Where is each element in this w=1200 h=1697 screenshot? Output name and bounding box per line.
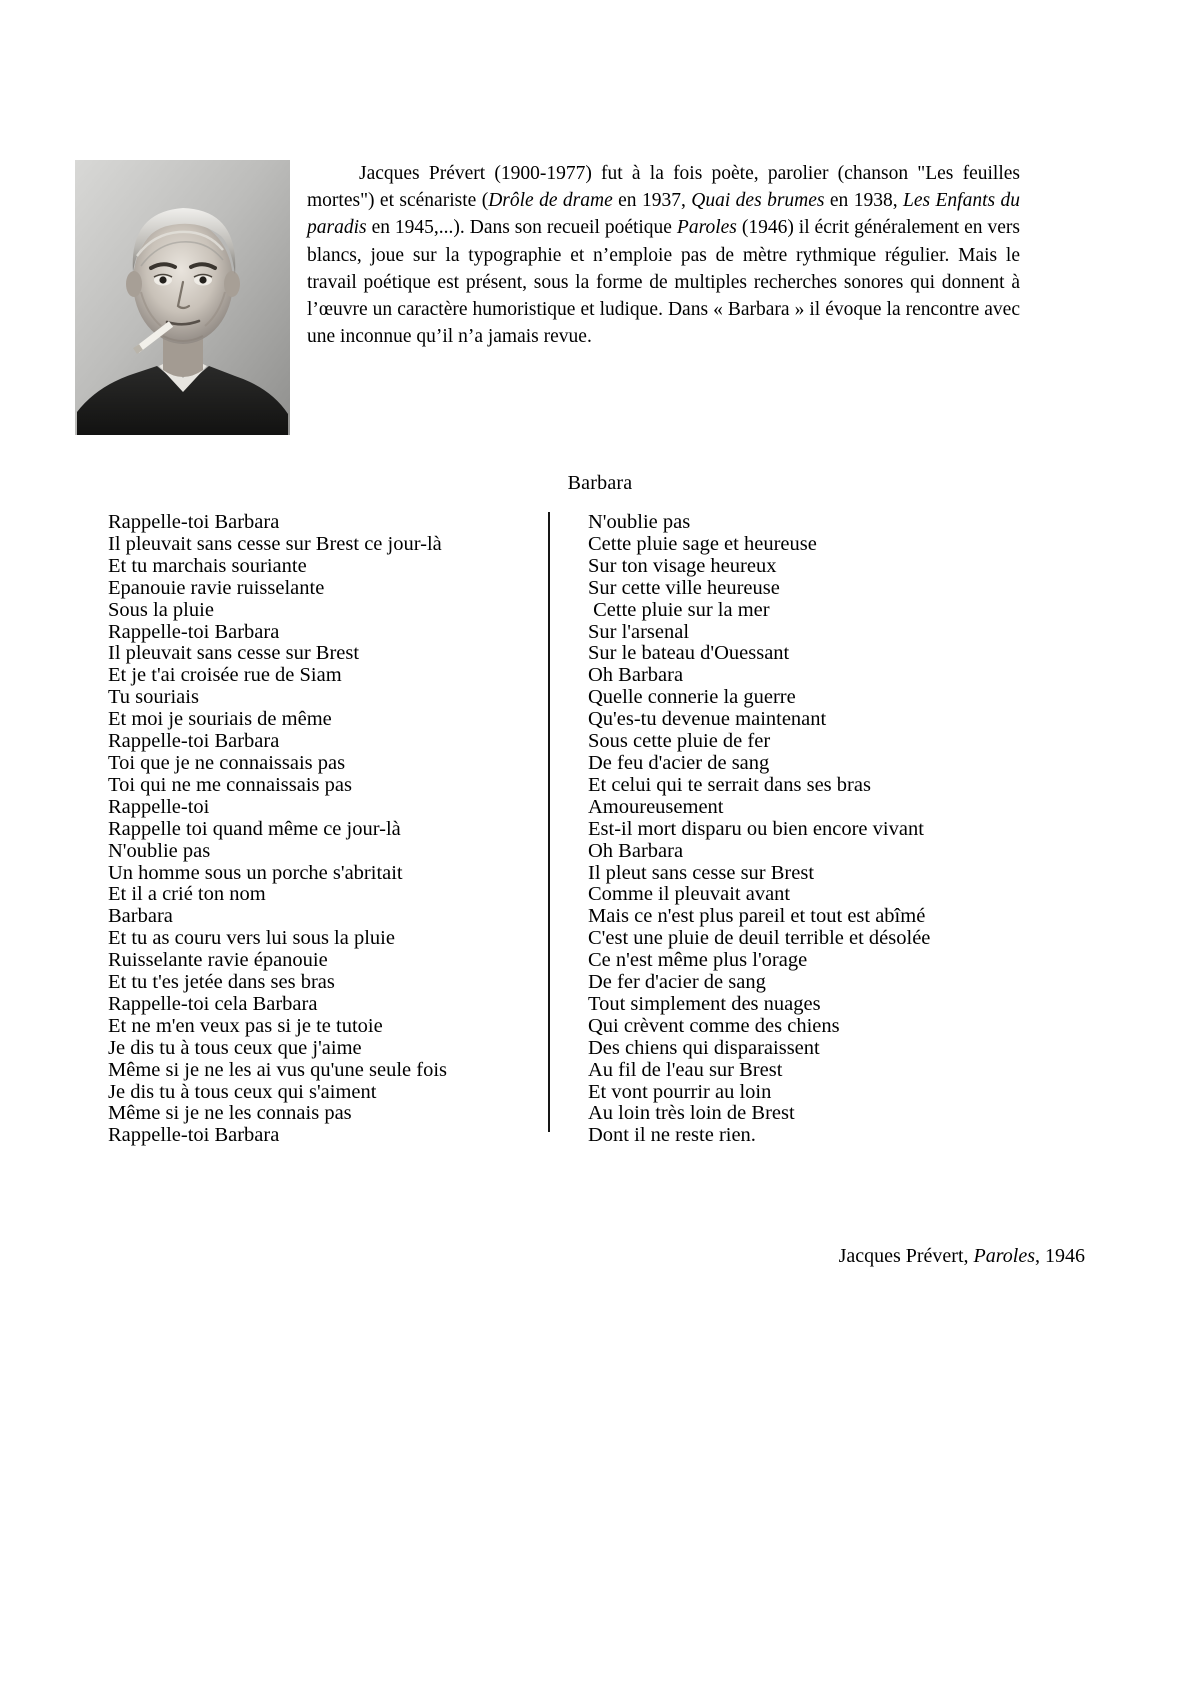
poem-line: Et tu marchais souriante — [108, 554, 307, 577]
poem-column-right — [550, 512, 1018, 1147]
intro-segment-0: Jacques Prévert (1900-1977) fut à la fois poète, parolier (chanson "Les feuilles mortes") et scénariste ( — [307, 163, 1020, 212]
poem-line: N'oublie pas — [108, 839, 211, 862]
poem-line: Cette pluie sur la mer — [588, 598, 770, 621]
intro-segment-2: en 1937, — [612, 190, 692, 212]
poem-line: Et vont pourrir au loin — [588, 1080, 772, 1103]
poem-line: Toi qui ne me connaissais pas — [108, 773, 352, 796]
poem-line: Au fil de l'eau sur Brest — [588, 1058, 783, 1081]
poem-line: Et je t'ai croisée rue de Siam — [108, 664, 342, 687]
poem-line: Il pleuvait sans cesse sur Brest — [108, 642, 360, 665]
poem-line: Toi que je ne connaissais pas — [108, 751, 346, 774]
poem-line: Et celui qui te serrait dans ses bras — [588, 773, 871, 796]
poem-line: Je dis tu à tous ceux que j'aime — [108, 1036, 362, 1059]
poem-line: Des chiens qui disparaissent — [588, 1036, 820, 1059]
poem-line: Rappelle-toi — [108, 795, 210, 818]
poem-line: Oh Barbara — [588, 839, 684, 862]
intro-segment-5: Les Enfants du paradis — [307, 190, 1021, 239]
poem-line: Sur le bateau d'Ouessant — [588, 642, 790, 665]
intro-segment-1: Drôle de drame — [488, 190, 613, 212]
poem-line: Et moi je souriais de même — [108, 708, 332, 731]
attribution-work: Paroles — [973, 1245, 1035, 1267]
intro-segment-4: en 1938, — [824, 190, 904, 212]
poem-line: Cette pluie sage et heureuse — [588, 532, 817, 555]
intro-segment-6: en 1945,...). Dans son recueil poétique — [366, 217, 677, 239]
poem-line: Quelle connerie la guerre — [588, 686, 796, 709]
intro-segment-8: (1946) il écrit généralement en vers blancs, joue sur la typographie et n’emploie pas de mètre rythmique régulier. Mais le travail poétique est présent, sous la forme de multiples recherches sonores qui donnent à l’œuvre un caractère humoristique et ludique. Dans « Barbara » il évoque la rencontre avec une inconnue qu’il n’a jamais revue. — [307, 217, 1020, 348]
poem-line: De fer d'acier de sang — [588, 971, 766, 994]
poem-line: Qui crèvent comme des chiens — [588, 1014, 840, 1037]
poem-line: Et tu as couru vers lui sous la pluie — [108, 927, 395, 950]
poem-line: Il pleut sans cesse sur Brest — [588, 861, 815, 884]
poem-line: C'est une pluie de deuil terrible et désolée — [588, 927, 931, 950]
poem-line: Dont il ne reste rien. — [588, 1124, 756, 1147]
intro-segment-7: Paroles — [676, 217, 737, 239]
intro-text — [307, 163, 1020, 347]
poem-line: Même si je ne les connais pas — [108, 1102, 352, 1125]
poem-line: Ruisselante ravie épanouie — [108, 949, 328, 972]
poem-line: Il pleuvait sans cesse sur Brest ce jour-là — [108, 532, 442, 555]
header-block — [75, 160, 1020, 435]
poem-line: Sous cette pluie de fer — [588, 730, 771, 753]
poem-line: Rappelle toi quand même ce jour-là — [108, 817, 401, 840]
poem-line: Et il a crié ton nom — [108, 883, 266, 906]
poem-line: Rappelle-toi Barbara — [108, 620, 280, 643]
attribution-author: Jacques Prévert, — [838, 1245, 974, 1267]
poem-line: Amoureusement — [588, 795, 724, 818]
poem-line: Mais ce n'est plus pareil et tout est abîmé — [588, 905, 926, 928]
poem-line: Je dis tu à tous ceux qui s'aiment — [108, 1080, 377, 1103]
poem-title: Barbara — [567, 472, 633, 494]
poem-body — [108, 512, 1058, 1147]
poem-line: Sur cette ville heureuse — [588, 576, 780, 599]
poem-line: Qu'es-tu devenue maintenant — [588, 708, 827, 731]
poem-line: Barbara — [108, 905, 173, 928]
poem-line: Et tu t'es jetée dans ses bras — [108, 971, 335, 994]
poem-line: De feu d'acier de sang — [588, 751, 770, 774]
poem-line: Rappelle-toi Barbara — [108, 730, 280, 753]
poem-column-left — [108, 512, 548, 1147]
portrait-photo — [75, 160, 290, 435]
poem-line: Sur l'arsenal — [588, 620, 690, 643]
poem-line: Sur ton visage heureux — [588, 554, 777, 577]
attribution — [0, 1245, 1085, 1268]
poem-line: Au loin très loin de Brest — [588, 1102, 795, 1125]
poem-line: Est-il mort disparu ou bien encore vivant — [588, 817, 924, 840]
poem-line: Un homme sous un porche s'abritait — [108, 861, 403, 884]
poem-line: Sous la pluie — [108, 598, 214, 621]
poem-line: Rappelle-toi cela Barbara — [108, 992, 318, 1015]
poem-line: Rappelle-toi Barbara — [108, 511, 280, 533]
poem-line: Rappelle-toi Barbara — [108, 1124, 280, 1147]
poem-line: Même si je ne les ai vus qu'une seule fois — [108, 1058, 448, 1081]
poem-line: N'oublie pas — [588, 511, 691, 533]
poem-line: Tu souriais — [108, 686, 199, 709]
intro-paragraph — [307, 160, 1020, 350]
attribution-year: , 1946 — [1035, 1245, 1085, 1267]
poem-line: Tout simplement des nuages — [588, 992, 821, 1015]
poem-line: Ce n'est même plus l'orage — [588, 949, 808, 972]
intro-segment-3: Quai des brumes — [691, 190, 825, 212]
poem-line: Oh Barbara — [588, 664, 684, 687]
poem-line: Et ne m'en veux pas si je te tutoie — [108, 1014, 383, 1037]
poem-line: Comme il pleuvait avant — [588, 883, 791, 906]
poem-line: Epanouie ravie ruisselante — [108, 576, 325, 599]
portrait-image — [75, 160, 290, 435]
